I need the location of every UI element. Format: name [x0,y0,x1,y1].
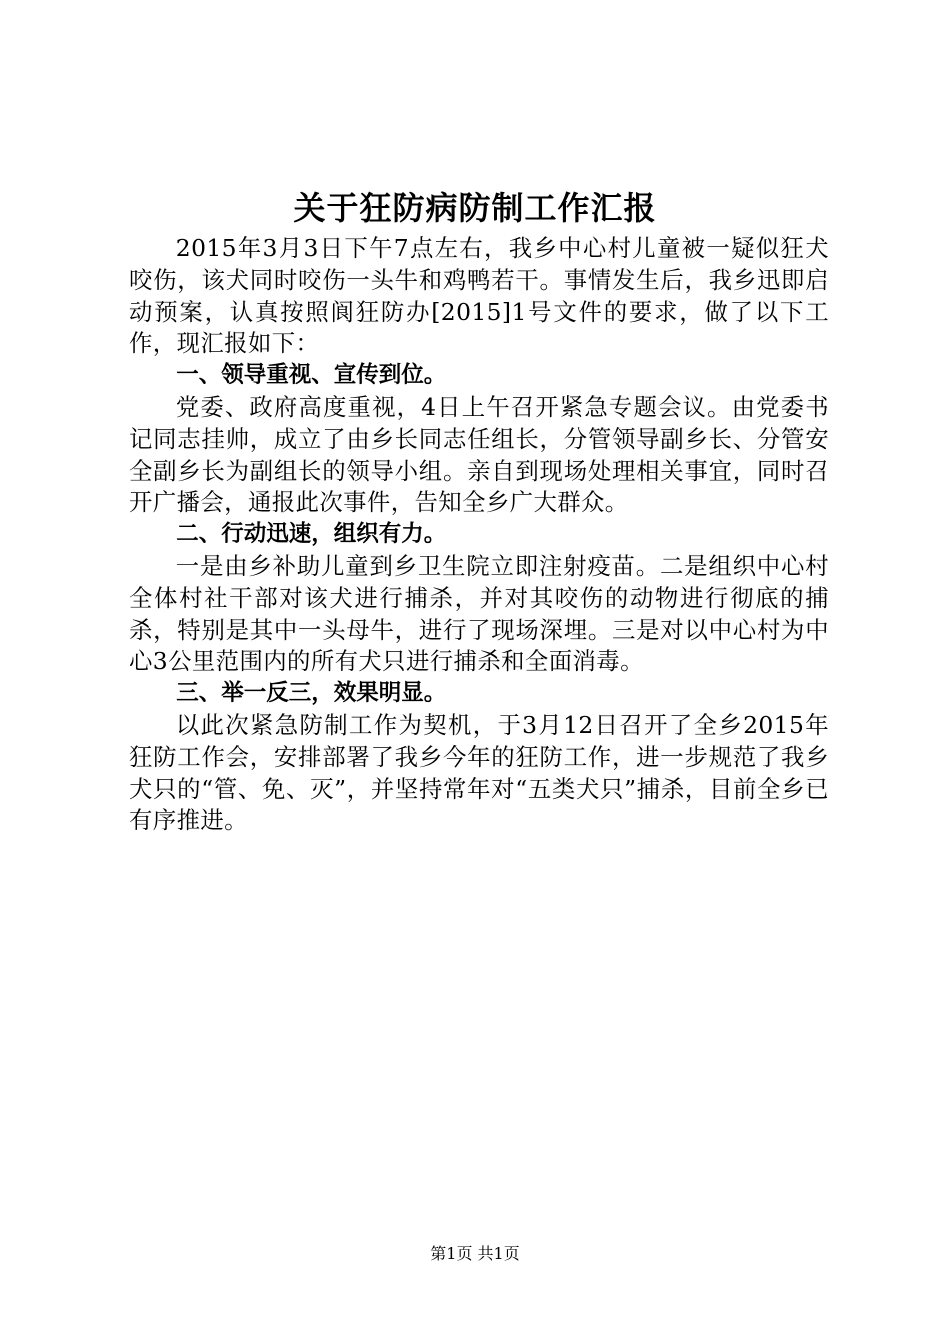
section-heading-1: 一、领导重视、宣传到位。 [176,362,447,389]
page-footer: 第1页 共1页 [430,1244,520,1263]
section-heading-3: 三、举一反三，效果明显。 [176,680,447,707]
section-paragraph-1: 党委、政府高度重视，4日上午召开紧急专题会议。由党委书记同志挂帅，成立了由乡长同志任组长，分管领导副乡长、分管安全副乡长为副组长的领导小组。亲自到现场处理相关事宜，同时召开广播会，通报此次事件，告知全乡广大群众。 [129,392,829,517]
section-paragraph-2: 一是由乡补助儿童到乡卫生院立即注射疫苗。二是组织中心村全体村社干部对该犬进行捕杀，并对其咬伤的动物进行彻底的捕杀，特别是其中一头母牛，进行了现场深埋。三是对以中心村为中心3公里范围内的所有犬只进行捕杀和全面消毒。 [129,551,829,676]
section-paragraph-3: 以此次紧急防制工作为契机，于3月12日召开了全乡2015年狂防工作会，安排部署了我乡今年的狂防工作，进一步规范了我乡犬只的“管、免、灭”，并坚持常年对“五类犬只”捕杀，目前全乡已有序推进。 [129,710,829,835]
section-heading-2: 二、行动迅速，组织有力。 [176,521,447,548]
document-title: 关于狂防病防制工作汇报 [293,189,657,227]
document-body [129,233,829,837]
intro-paragraph: 2015年3月3日下午7点左右，我乡中心村儿童被一疑似狂犬咬伤，该犬同时咬伤一头牛和鸡鸭若干。事情发生后，我乡迅即启动预案，认真按照阆狂防办[2015]1号文件的要求，做了以下工作，现汇报如下： [129,234,829,358]
